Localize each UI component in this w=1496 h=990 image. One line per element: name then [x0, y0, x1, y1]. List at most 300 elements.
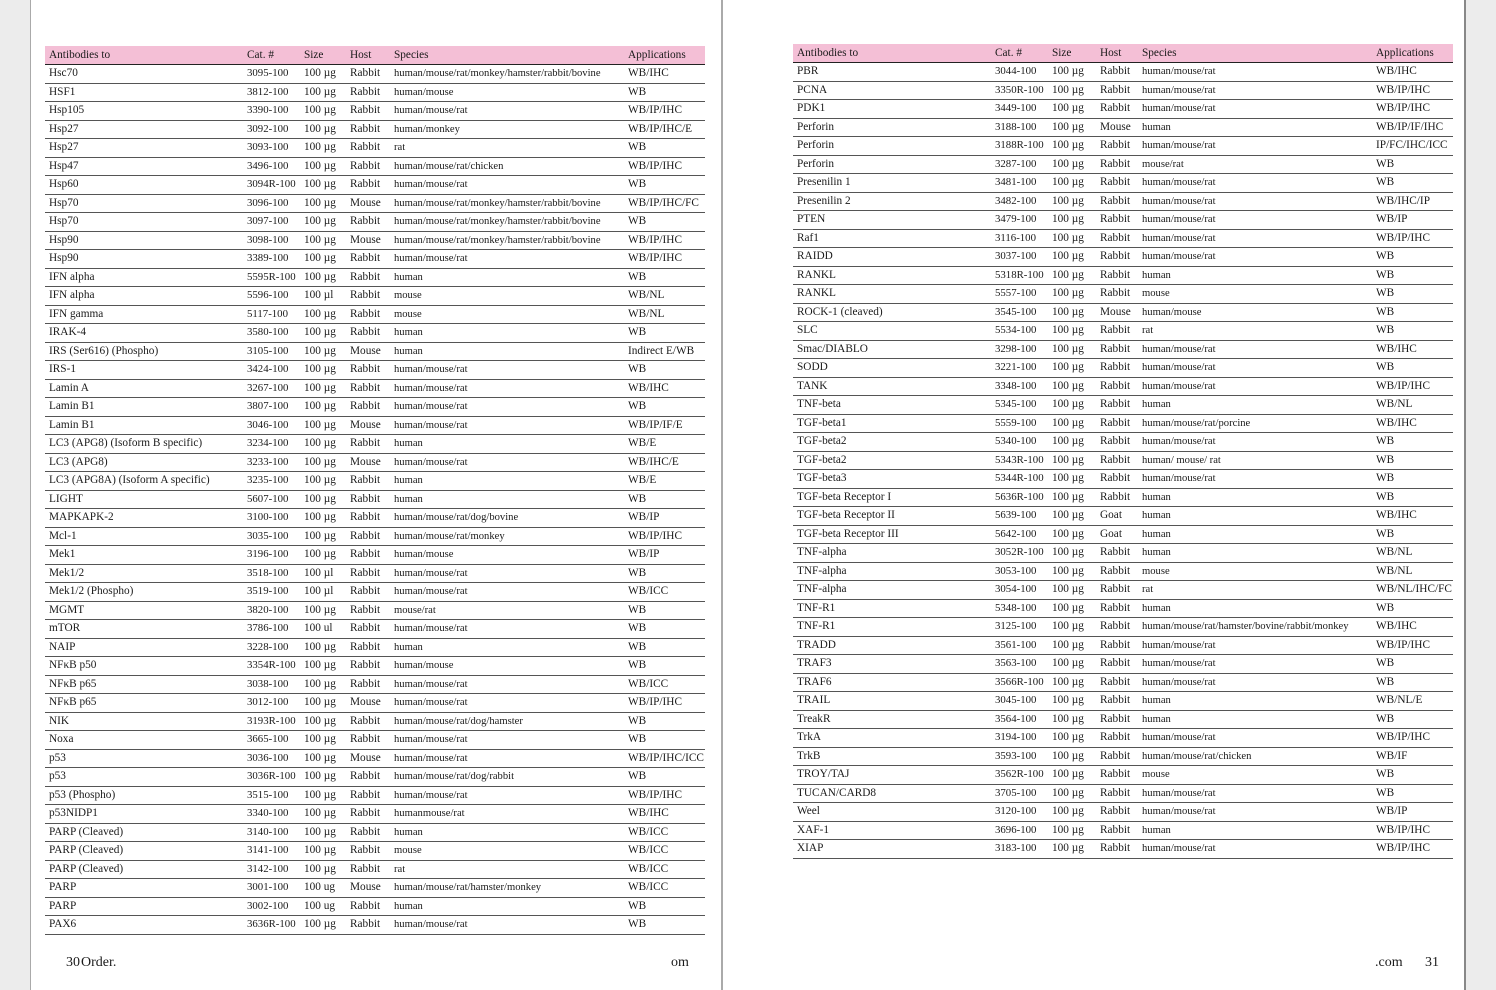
size-cell: 100 µg [300, 749, 346, 768]
host-cell: Rabbit [1096, 581, 1138, 600]
species-cell: human [390, 342, 624, 361]
host-cell: Rabbit [346, 823, 390, 842]
cat-number-cell: 3096-100 [243, 194, 300, 213]
cat-number-cell: 3044-100 [991, 63, 1048, 82]
size-cell: 100 µg [300, 860, 346, 879]
table-row [793, 636, 1453, 655]
applications-cell: Indirect E/WB [624, 342, 705, 361]
size-cell: 100 ul [300, 620, 346, 639]
column-header-applications: Applications [1372, 44, 1453, 63]
size-cell: 100 µg [300, 305, 346, 324]
cat-number-cell: 3097-100 [243, 213, 300, 232]
antibody-name-cell: PARP [45, 879, 243, 898]
table-row [45, 842, 705, 861]
antibody-name-cell: TGF-beta Receptor II [793, 507, 991, 526]
size-cell: 100 µg [300, 694, 346, 713]
size-cell: 100 µg [1048, 784, 1096, 803]
table-row [793, 359, 1453, 378]
applications-cell: WB [1372, 470, 1453, 489]
cat-number-cell: 3593-100 [991, 747, 1048, 766]
table-row [45, 361, 705, 380]
applications-cell: WB/NL [624, 287, 705, 306]
antibody-name-cell: Hsp105 [45, 102, 243, 121]
cat-number-cell: 5318R-100 [991, 266, 1048, 285]
antibody-name-cell: Hsp47 [45, 157, 243, 176]
size-cell: 100 µg [300, 416, 346, 435]
species-cell: human [390, 638, 624, 657]
species-cell: humanmouse/rat [390, 805, 624, 824]
host-cell: Rabbit [346, 731, 390, 750]
size-cell: 100 µg [300, 601, 346, 620]
table-row [45, 379, 705, 398]
applications-cell: WB/ICC [624, 860, 705, 879]
species-cell: human [1138, 710, 1372, 729]
host-cell: Rabbit [346, 768, 390, 787]
species-cell: human/mouse/rat [390, 731, 624, 750]
host-cell: Rabbit [1096, 766, 1138, 785]
antibody-name-cell: Hsp27 [45, 139, 243, 158]
table-row [793, 747, 1453, 766]
species-cell: human/mouse/rat [1138, 470, 1372, 489]
cat-number-cell: 3036R-100 [243, 768, 300, 787]
antibody-name-cell: TUCAN/CARD8 [793, 784, 991, 803]
cat-number-cell: 3820-100 [243, 601, 300, 620]
cat-number-cell: 3449-100 [991, 100, 1048, 119]
antibody-name-cell: RANKL [793, 285, 991, 304]
cat-number-cell: 3116-100 [991, 229, 1048, 248]
table-row [45, 675, 705, 694]
table-row [793, 525, 1453, 544]
antibody-name-cell: IFN gamma [45, 305, 243, 324]
cat-number-cell: 5607-100 [243, 490, 300, 509]
species-cell: human/mouse/rat [390, 583, 624, 602]
applications-cell: WB [624, 139, 705, 158]
antibody-name-cell: TNF-beta [793, 396, 991, 415]
cat-number-cell: 3519-100 [243, 583, 300, 602]
applications-cell: WB/IP/IHC [624, 102, 705, 121]
antibody-name-cell: TrkA [793, 729, 991, 748]
species-cell: human/mouse/rat [390, 675, 624, 694]
species-cell: human/mouse/rat [1138, 248, 1372, 267]
species-cell: human/mouse/rat/chicken [1138, 747, 1372, 766]
size-cell: 100 µg [1048, 340, 1096, 359]
host-cell: Rabbit [346, 805, 390, 824]
size-cell: 100 µl [300, 583, 346, 602]
applications-cell: WB/E [624, 472, 705, 491]
host-cell: Rabbit [346, 379, 390, 398]
applications-cell: WB [624, 620, 705, 639]
table-row [793, 340, 1453, 359]
cat-number-cell: 3194-100 [991, 729, 1048, 748]
host-cell: Rabbit [1096, 137, 1138, 156]
cat-number-cell: 3188R-100 [991, 137, 1048, 156]
host-cell: Rabbit [1096, 710, 1138, 729]
page-number-right: 31 [1425, 955, 1439, 970]
size-cell: 100 µg [1048, 766, 1096, 785]
size-cell: 100 µg [1048, 118, 1096, 137]
antibody-name-cell: NFκB p65 [45, 694, 243, 713]
cat-number-cell: 3125-100 [991, 618, 1048, 637]
size-cell: 100 µg [1048, 562, 1096, 581]
applications-cell: WB [624, 712, 705, 731]
size-cell: 100 µg [1048, 710, 1096, 729]
antibody-name-cell: Hsp70 [45, 213, 243, 232]
size-cell: 100 µg [1048, 581, 1096, 600]
host-cell: Rabbit [1096, 618, 1138, 637]
right-page [722, 0, 1466, 990]
table-row [793, 81, 1453, 100]
host-cell: Rabbit [1096, 192, 1138, 211]
cat-number-cell: 3036-100 [243, 749, 300, 768]
antibody-name-cell: PARP (Cleaved) [45, 842, 243, 861]
table-row [793, 211, 1453, 230]
table-row [793, 414, 1453, 433]
applications-cell: WB [624, 268, 705, 287]
cat-number-cell: 3545-100 [991, 303, 1048, 322]
applications-cell: WB/IHC/IP [1372, 192, 1453, 211]
size-cell: 100 µg [1048, 803, 1096, 822]
cat-number-cell: 3228-100 [243, 638, 300, 657]
antibody-name-cell: LC3 (APG8) [45, 453, 243, 472]
size-cell: 100 µg [1048, 544, 1096, 563]
size-cell: 100 µg [1048, 729, 1096, 748]
species-cell: human/mouse/rat [390, 916, 624, 935]
host-cell: Rabbit [1096, 562, 1138, 581]
species-cell: human/mouse/rat [390, 379, 624, 398]
size-cell: 100 µg [1048, 747, 1096, 766]
applications-cell: IP/FC/IHC/ICC [1372, 137, 1453, 156]
cat-number-cell: 3482-100 [991, 192, 1048, 211]
applications-cell: WB [1372, 784, 1453, 803]
cat-number-cell: 3267-100 [243, 379, 300, 398]
species-cell: human [1138, 821, 1372, 840]
cat-number-cell: 3389-100 [243, 250, 300, 269]
cat-number-cell: 3183-100 [991, 840, 1048, 859]
host-cell: Mouse [346, 694, 390, 713]
table-row [793, 433, 1453, 452]
table-row [793, 192, 1453, 211]
applications-cell: WB [624, 213, 705, 232]
cat-number-cell: 3120-100 [991, 803, 1048, 822]
antibody-name-cell: PCNA [793, 81, 991, 100]
applications-cell: WB/IP [624, 546, 705, 565]
species-cell: mouse [390, 287, 624, 306]
species-cell: human [390, 324, 624, 343]
antibody-name-cell: XAF-1 [793, 821, 991, 840]
host-cell: Goat [1096, 507, 1138, 526]
size-cell: 100 µg [300, 786, 346, 805]
size-cell: 100 µg [300, 490, 346, 509]
applications-cell: WB [1372, 433, 1453, 452]
antibody-name-cell: p53 [45, 749, 243, 768]
size-cell: 100 µg [1048, 655, 1096, 674]
cat-number-cell: 5117-100 [243, 305, 300, 324]
cat-number-cell: 3807-100 [243, 398, 300, 417]
table-row [793, 692, 1453, 711]
host-cell: Rabbit [1096, 174, 1138, 193]
table-row [793, 766, 1453, 785]
applications-cell: WB/IP/IHC [1372, 100, 1453, 119]
antibody-name-cell: PARP (Cleaved) [45, 823, 243, 842]
applications-cell: WB [624, 176, 705, 195]
antibody-name-cell: IRS-1 [45, 361, 243, 380]
antibody-name-cell: TGF-beta1 [793, 414, 991, 433]
table-row [45, 897, 705, 916]
footer-url-fragment-right: .com [1375, 955, 1403, 970]
size-cell: 100 µg [300, 120, 346, 139]
column-header-host: Host [1096, 44, 1138, 63]
cat-number-cell: 3221-100 [991, 359, 1048, 378]
size-cell: 100 µg [1048, 599, 1096, 618]
applications-cell: WB/IHC [1372, 507, 1453, 526]
size-cell: 100 ug [300, 897, 346, 916]
species-cell: human/mouse/rat [1138, 211, 1372, 230]
species-cell: human/mouse/rat [1138, 174, 1372, 193]
host-cell: Rabbit [346, 213, 390, 232]
applications-cell: WB/NL/E [1372, 692, 1453, 711]
antibody-name-cell: Lamin B1 [45, 398, 243, 417]
host-cell: Rabbit [1096, 488, 1138, 507]
applications-cell: WB/IP/IHC [1372, 377, 1453, 396]
species-cell: human/mouse/rat [390, 694, 624, 713]
column-header-applications: Applications [624, 46, 705, 65]
species-cell: human/mouse/rat/hamster/monkey [390, 879, 624, 898]
cat-number-cell: 3562R-100 [991, 766, 1048, 785]
table-row [45, 305, 705, 324]
species-cell: human/ mouse/ rat [1138, 451, 1372, 470]
host-cell: Rabbit [1096, 747, 1138, 766]
size-cell: 100 µg [1048, 840, 1096, 859]
species-cell: mouse [390, 842, 624, 861]
cat-number-cell: 3142-100 [243, 860, 300, 879]
antibody-name-cell: TNF-R1 [793, 599, 991, 618]
cat-number-cell: 3350R-100 [991, 81, 1048, 100]
applications-cell: WB [1372, 766, 1453, 785]
antibody-name-cell: PARP [45, 897, 243, 916]
applications-cell: WB/ICC [624, 879, 705, 898]
host-cell: Rabbit [1096, 248, 1138, 267]
applications-cell: WB [1372, 710, 1453, 729]
table-row [793, 562, 1453, 581]
size-cell: 100 µg [300, 731, 346, 750]
host-cell: Rabbit [1096, 266, 1138, 285]
table-row [793, 303, 1453, 322]
host-cell: Rabbit [1096, 673, 1138, 692]
species-cell: human/mouse/rat/chicken [390, 157, 624, 176]
antibody-name-cell: Hsp90 [45, 250, 243, 269]
footer-order-label: Order. [81, 955, 117, 970]
species-cell: human [390, 823, 624, 842]
size-cell: 100 µg [1048, 192, 1096, 211]
species-cell: rat [390, 139, 624, 158]
host-cell: Rabbit [1096, 377, 1138, 396]
host-cell: Rabbit [346, 435, 390, 454]
host-cell: Mouse [1096, 118, 1138, 137]
antibody-name-cell: Hsp60 [45, 176, 243, 195]
size-cell: 100 µg [300, 675, 346, 694]
species-cell: human [1138, 692, 1372, 711]
column-header-cat: Cat. # [243, 46, 300, 65]
applications-cell: WB/ICC [624, 675, 705, 694]
cat-number-cell: 3053-100 [991, 562, 1048, 581]
column-header-antibodies: Antibodies to [45, 46, 243, 65]
size-cell: 100 ug [300, 879, 346, 898]
cat-number-cell: 3390-100 [243, 102, 300, 121]
species-cell: human/mouse [1138, 303, 1372, 322]
host-cell: Rabbit [346, 268, 390, 287]
antibody-name-cell: XIAP [793, 840, 991, 859]
table-row [45, 65, 705, 84]
size-cell: 100 µg [1048, 507, 1096, 526]
applications-cell: WB [624, 731, 705, 750]
host-cell: Rabbit [346, 620, 390, 639]
antibody-name-cell: SODD [793, 359, 991, 378]
applications-cell: WB/IP/IHC [624, 250, 705, 269]
cat-number-cell: 3052R-100 [991, 544, 1048, 563]
applications-cell: WB/ICC [624, 823, 705, 842]
antibody-name-cell: Lamin B1 [45, 416, 243, 435]
species-cell: human [1138, 599, 1372, 618]
antibody-name-cell: TNF-alpha [793, 562, 991, 581]
antibody-name-cell: TRAF3 [793, 655, 991, 674]
table-row [45, 805, 705, 824]
size-cell: 100 µg [1048, 396, 1096, 415]
table-row [793, 322, 1453, 341]
applications-cell: WB/IP/IHC [1372, 729, 1453, 748]
cat-number-cell: 5344R-100 [991, 470, 1048, 489]
species-cell: human/mouse/rat [1138, 340, 1372, 359]
antibody-name-cell: TRAF6 [793, 673, 991, 692]
cat-number-cell: 3786-100 [243, 620, 300, 639]
cat-number-cell: 5534-100 [991, 322, 1048, 341]
size-cell: 100 µg [300, 435, 346, 454]
host-cell: Rabbit [346, 157, 390, 176]
antibody-name-cell: Perforin [793, 118, 991, 137]
species-cell: human [1138, 118, 1372, 137]
applications-cell: WB [624, 638, 705, 657]
table-row [45, 472, 705, 491]
species-cell: human [390, 435, 624, 454]
host-cell: Rabbit [1096, 729, 1138, 748]
cat-number-cell: 3193R-100 [243, 712, 300, 731]
host-cell: Rabbit [346, 305, 390, 324]
species-cell: human/mouse/rat [1138, 636, 1372, 655]
host-cell: Rabbit [346, 324, 390, 343]
table-row [45, 657, 705, 676]
host-cell: Rabbit [346, 712, 390, 731]
size-cell: 100 µg [300, 83, 346, 102]
cat-number-cell: 3098-100 [243, 231, 300, 250]
size-cell: 100 µg [300, 231, 346, 250]
size-cell: 100 µg [1048, 137, 1096, 156]
species-cell: human/mouse/rat [1138, 81, 1372, 100]
applications-cell: WB [624, 324, 705, 343]
cat-number-cell: 3095-100 [243, 65, 300, 84]
applications-cell: WB [1372, 303, 1453, 322]
applications-cell: WB/IP/IHC [624, 527, 705, 546]
antibody-name-cell: Hsp70 [45, 194, 243, 213]
table-row [793, 710, 1453, 729]
cat-number-cell: 3561-100 [991, 636, 1048, 655]
applications-cell: WB/IP/IHC [624, 231, 705, 250]
species-cell: human/mouse/rat [1138, 192, 1372, 211]
antibody-name-cell: TNF-R1 [793, 618, 991, 637]
species-cell: mouse [1138, 562, 1372, 581]
cat-number-cell: 3054-100 [991, 581, 1048, 600]
host-cell: Rabbit [1096, 544, 1138, 563]
size-cell: 100 µg [1048, 673, 1096, 692]
table-row [45, 879, 705, 898]
applications-cell: WB/NL [624, 305, 705, 324]
species-cell: human/mouse/rat/monkey/hamster/rabbit/bovine [390, 65, 624, 84]
antibody-name-cell: Mek1 [45, 546, 243, 565]
host-cell: Rabbit [1096, 396, 1138, 415]
applications-cell: WB [624, 916, 705, 935]
size-cell: 100 µg [1048, 414, 1096, 433]
cat-number-cell: 3046-100 [243, 416, 300, 435]
host-cell: Rabbit [1096, 63, 1138, 82]
column-header-species: Species [390, 46, 624, 65]
host-cell: Rabbit [1096, 229, 1138, 248]
antibody-name-cell: Presenilin 1 [793, 174, 991, 193]
host-cell: Rabbit [1096, 821, 1138, 840]
size-cell: 100 µg [1048, 359, 1096, 378]
antibody-name-cell: Lamin A [45, 379, 243, 398]
species-cell: human/mouse [390, 546, 624, 565]
table-row [45, 860, 705, 879]
applications-cell: WB/IHC [1372, 63, 1453, 82]
cat-number-cell: 3196-100 [243, 546, 300, 565]
table-row [45, 638, 705, 657]
antibody-name-cell: SLC [793, 322, 991, 341]
size-cell: 100 µg [1048, 451, 1096, 470]
size-cell: 100 µg [1048, 470, 1096, 489]
table-row [45, 342, 705, 361]
size-cell: 100 µg [300, 324, 346, 343]
host-cell: Rabbit [346, 638, 390, 657]
cat-number-cell: 3496-100 [243, 157, 300, 176]
species-cell: human [390, 490, 624, 509]
cat-number-cell: 3141-100 [243, 842, 300, 861]
cat-number-cell: 3001-100 [243, 879, 300, 898]
applications-cell: WB/NL [1372, 544, 1453, 563]
species-cell: human/mouse/rat [1138, 377, 1372, 396]
applications-cell: WB/NL/IHC/FC [1372, 581, 1453, 600]
size-cell: 100 µg [300, 712, 346, 731]
antibody-name-cell: TROY/TAJ [793, 766, 991, 785]
size-cell: 100 µg [1048, 618, 1096, 637]
antibody-name-cell: LC3 (APG8A) (Isoform A specific) [45, 472, 243, 491]
cat-number-cell: 3580-100 [243, 324, 300, 343]
size-cell: 100 µg [300, 638, 346, 657]
species-cell: human [1138, 488, 1372, 507]
applications-cell: WB/IP/IHC [1372, 229, 1453, 248]
size-cell: 100 µg [300, 342, 346, 361]
size-cell: 100 µg [1048, 821, 1096, 840]
antibody-table-right [793, 44, 1453, 859]
species-cell: mouse/rat [390, 601, 624, 620]
cat-number-cell: 3518-100 [243, 564, 300, 583]
applications-cell: WB/IP/IF/IHC [1372, 118, 1453, 137]
species-cell: mouse [390, 305, 624, 324]
table-row [793, 266, 1453, 285]
cat-number-cell: 3636R-100 [243, 916, 300, 935]
host-cell: Rabbit [1096, 803, 1138, 822]
applications-cell: WB [1372, 285, 1453, 304]
antibody-name-cell: NFκB p50 [45, 657, 243, 676]
table-row [45, 268, 705, 287]
species-cell: human/mouse/rat [390, 416, 624, 435]
